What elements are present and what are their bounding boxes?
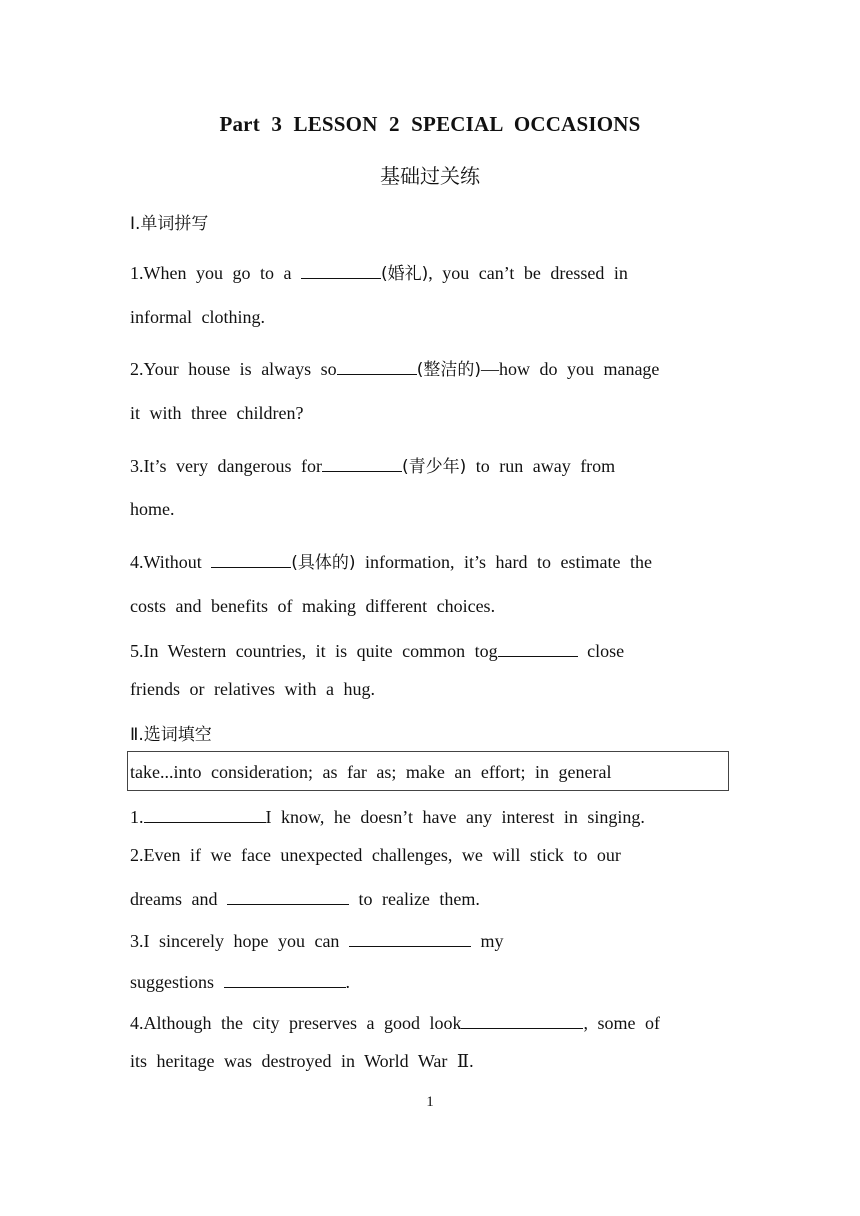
s1-item-2-line-1: 2.Your house is always so (整洁的)—how do you manage xyxy=(130,355,659,380)
s1-item-2-line-2: it with three children? xyxy=(130,403,304,423)
s1-item-1-line-2: informal clothing. xyxy=(130,307,265,327)
word-bank-text: take...into consideration; as far as; make an effort; in general xyxy=(130,762,612,782)
s1-item-3-line-2: home. xyxy=(130,499,175,519)
section-2-heading: Ⅱ.选词填空 xyxy=(130,725,212,745)
s1-item-4-line-1: 4.Without (具体的) information, it’s hard to estimate the xyxy=(130,548,652,573)
answer-blank[interactable] xyxy=(337,356,417,375)
answer-blank[interactable] xyxy=(322,453,402,472)
answer-blank[interactable] xyxy=(301,260,381,279)
s1-item-5-line-1: 5.In Western countries, it is quite common tog close xyxy=(130,638,624,662)
s2-question-2-line-2: dreams and to realize them. xyxy=(130,886,480,910)
answer-blank[interactable] xyxy=(461,1010,583,1029)
page-number: 1 xyxy=(426,1094,434,1110)
s2-question-3-line-2: suggestions . xyxy=(130,969,350,993)
s1-item-4-line-2: costs and benefits of making different choices. xyxy=(130,596,496,616)
page-title: Part 3 LESSON 2 SPECIAL OCCASIONS xyxy=(219,112,641,136)
s2-question-4-line-2: its heritage was destroyed in World War Ⅱ. xyxy=(130,1051,474,1071)
s2-question-1: 1. I know, he doesn’t have any interest in singing. xyxy=(130,804,645,828)
page-subtitle: 基础过关练 xyxy=(380,164,480,188)
answer-blank[interactable] xyxy=(211,549,291,568)
answer-blank[interactable] xyxy=(349,928,471,947)
s2-question-3-line-1: 3.I sincerely hope you can my xyxy=(130,928,503,952)
s2-question-2-line-1: 2.Even if we face unexpected challenges, we will stick to our xyxy=(130,845,621,865)
section-1-heading: Ⅰ.单词拼写 xyxy=(130,214,209,234)
answer-blank[interactable] xyxy=(144,804,266,823)
s2-question-4-line-1: 4.Although the city preserves a good look , some of xyxy=(130,1010,660,1034)
answer-blank[interactable] xyxy=(498,638,578,657)
answer-blank[interactable] xyxy=(224,969,346,988)
s1-item-3-line-1: 3.It’s very dangerous for (青少年) to run away from xyxy=(130,452,615,477)
s1-item-5-line-2: friends or relatives with a hug. xyxy=(130,679,375,699)
s1-item-1-line-1: 1.When you go to a (婚礼), you can’t be dressed in xyxy=(130,259,628,284)
answer-blank[interactable] xyxy=(227,886,349,905)
